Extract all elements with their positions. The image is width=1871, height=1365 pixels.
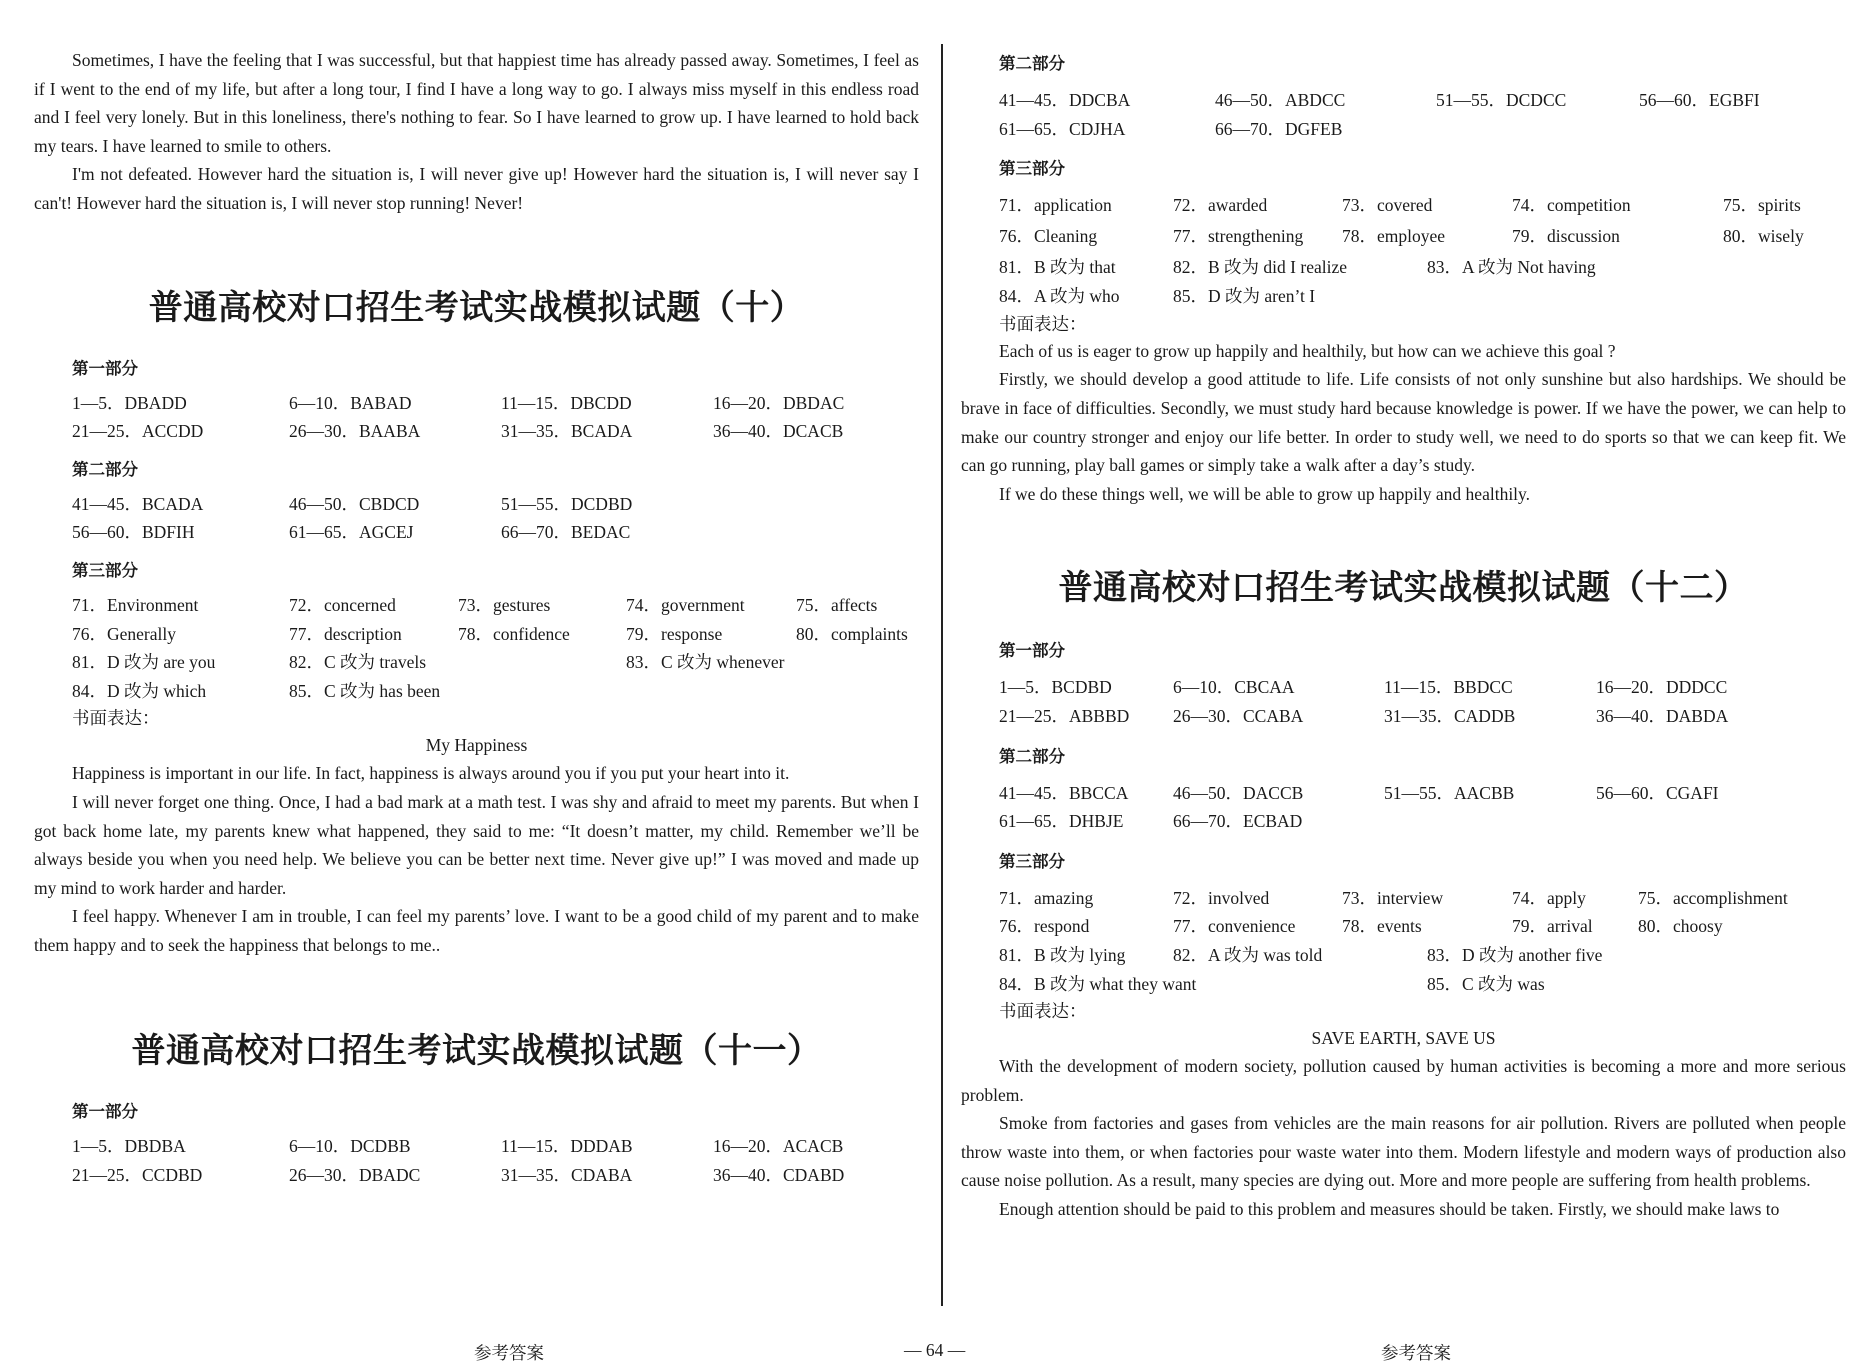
answer-item: 81．B 改为 lying — [999, 944, 1126, 965]
answer-item: 85．C 改为 has been — [289, 680, 441, 701]
answer-group: 46—50．DACCB — [1173, 782, 1304, 803]
answer-item: 85．D 改为 aren’t I — [1173, 286, 1316, 307]
answer-group: 21—25．CCDBD — [72, 1165, 203, 1186]
right-column — [961, 50, 1846, 1224]
answer-item: 80．complaints — [796, 623, 908, 644]
footer-right-label: 参考答案 — [1381, 1343, 1451, 1363]
answer-group: 46—50．ABDCC — [1215, 90, 1346, 110]
answer-group: 1—5．BCDBD — [999, 677, 1112, 698]
answer-item: 74．government — [626, 594, 745, 615]
answer-group: 26—30．BAABA — [289, 421, 421, 442]
answer-item: 85．C 改为 was — [1427, 973, 1545, 994]
exam-11-title: 普通高校对口招生考试实战模拟试题（十一） — [131, 1031, 822, 1072]
answer-item: 79．response — [626, 623, 723, 644]
answer-item: 71．amazing — [999, 887, 1094, 908]
exam-10-title: 普通高校对口招生考试实战模拟试题（十） — [148, 287, 805, 328]
answer-group: 11—15．DDDAB — [501, 1136, 633, 1157]
page-number: — 64 — — [904, 1340, 966, 1360]
answer-item: 73．covered — [1342, 195, 1433, 216]
answer-group: 41—45．BCADA — [72, 493, 204, 514]
paragraph: I will never forget one thing. Once, I had a bad mark at a math test. I was shy and afraid to meet my parents. But when I got back home late, my parents knew what happened, they said to me: “It doesn’t matter, my child. Remember we’ll be always beside you when you need help. We believe you can be better next time. Never give up!” I was moved and made up my mind to work harder and harder. — [34, 791, 919, 898]
answer-row — [961, 970, 1846, 999]
answer-row — [961, 115, 1846, 144]
answer-item: 76．Cleaning — [999, 226, 1098, 247]
answer-row — [961, 253, 1846, 282]
answer-item: 74．apply — [1512, 887, 1586, 908]
answer-row — [961, 941, 1846, 970]
answer-item: 72．involved — [1173, 887, 1270, 908]
answer-item: 76．respond — [999, 916, 1090, 937]
answer-row — [961, 282, 1846, 311]
answer-group: 51—55．DCDCC — [1436, 90, 1567, 110]
answer-group: 26—30．CCABA — [1173, 705, 1304, 726]
paragraph: With the development of modern society, pollution caused by human activities is becoming a more and more serious problem. — [961, 1056, 1846, 1105]
answer-item: 77．strengthening — [1173, 226, 1304, 247]
answer-item: 82．B 改为 did I realize — [1173, 257, 1347, 278]
answer-item: 71．Environment — [72, 594, 199, 615]
answer-row — [961, 222, 1846, 253]
answer-item: 79．arrival — [1512, 916, 1593, 937]
exam-12-part-2-label: 第二部分 — [999, 746, 1065, 766]
answer-group: 11—15．BBDCC — [1384, 677, 1513, 698]
answer-row — [34, 591, 919, 620]
answer-item: 72．awarded — [1173, 195, 1268, 216]
answer-item: 78．employee — [1342, 226, 1446, 247]
answer-item: 74．competition — [1512, 195, 1631, 216]
paragraph: I'm not defeated. However hard the situation is, I will never give up! However hard the situation is, I will never say I can't! However hard the situation is, I will never stop running! Never! — [34, 164, 919, 213]
answer-group: 31—35．BCADA — [501, 421, 633, 442]
writing-label: 书面表达： — [999, 313, 1087, 334]
exam-11-part-3-label: 第三部分 — [999, 159, 1065, 179]
answer-row — [961, 807, 1846, 836]
paragraph: Each of us is eager to grow up happily and healthily, but how can we achieve this goal ? — [999, 340, 1616, 361]
answer-item: 81．D 改为 are you — [72, 652, 216, 673]
exam-10-part-2-label: 第二部分 — [72, 459, 138, 479]
writing-label: 书面表达： — [72, 708, 160, 729]
answer-item: 71．application — [999, 195, 1112, 216]
answer-row — [34, 620, 919, 649]
answer-item: 82．A 改为 was told — [1173, 944, 1323, 965]
answer-group: 21—25．ACCDD — [72, 421, 204, 442]
answer-group: 41—45．DDCBA — [999, 90, 1131, 110]
paragraph: I feel happy. Whenever I am in trouble, I can feel my parents’ love. I want to be a good child of my parent and to make them happy and to seek the happiness that belongs to me.. — [34, 906, 919, 955]
answer-group: 56—60．CGAFI — [1596, 782, 1719, 803]
writing-label: 书面表达： — [999, 1001, 1087, 1022]
answer-item: 77．description — [289, 623, 402, 644]
answer-item: 82．C 改为 travels — [289, 652, 427, 673]
answer-item: 77．convenience — [1173, 916, 1296, 937]
answer-row — [961, 673, 1846, 702]
answer-item: 75．accomplishment — [1638, 887, 1788, 908]
exam-12-part-1-label: 第一部分 — [999, 641, 1065, 661]
answer-group: 16—20．ACACB — [713, 1136, 844, 1157]
answer-item: 84．A 改为 who — [999, 286, 1120, 307]
answer-item: 84．B 改为 what they want — [999, 973, 1197, 994]
answer-row — [961, 779, 1846, 808]
paragraph: Happiness is important in our life. In fact, happiness is always around you if you put your heart into it. — [72, 763, 790, 784]
answer-row — [34, 417, 919, 446]
answer-item: 84．D 改为 which — [72, 680, 207, 701]
exam-10-part-3-label: 第三部分 — [72, 560, 138, 580]
intro-text — [34, 46, 919, 218]
answer-item: 83．C 改为 whenever — [626, 652, 785, 673]
answer-item: 76．Generally — [72, 623, 176, 644]
answer-row — [961, 884, 1846, 913]
answer-group: 36—40．DCACB — [713, 421, 844, 442]
exam-10-part-1-label: 第一部分 — [72, 358, 138, 378]
answer-group: 51—55．AACBB — [1384, 782, 1515, 803]
answer-row — [34, 490, 919, 519]
answer-group: 56—60．EGBFI — [1639, 90, 1760, 110]
answer-item: 73．interview — [1342, 887, 1444, 908]
answer-item: 78．events — [1342, 916, 1422, 937]
answer-item: 83．A 改为 Not having — [1427, 257, 1596, 278]
answer-row — [34, 518, 919, 547]
essay-title: SAVE EARTH, SAVE US — [1311, 1028, 1496, 1049]
answer-group: 36—40．CDABD — [713, 1165, 845, 1186]
answer-group: 31—35．CDABA — [501, 1165, 633, 1186]
answer-row — [34, 1132, 919, 1161]
answer-group: 41—45．BBCCA — [999, 782, 1129, 803]
paragraph: Smoke from factories and gases from vehicles are the main reasons for air pollution. Rivers are polluted when people throw waste into them, or when factories pour waste water into them. Modern lifestyle and modern ways of production also cause noise pollution. As a result, many species are dying out. More and more people are suffering from health problems. — [961, 1113, 1846, 1191]
answer-group: 16—20．DDDCC — [1596, 677, 1728, 698]
answer-group: 61—65．AGCEJ — [289, 522, 414, 543]
answer-group: 11—15．DBCDD — [501, 392, 632, 413]
paragraph: Enough attention should be paid to this problem and measures should be taken. Firstly, we should make laws to — [999, 1199, 1780, 1220]
paragraph: If we do these things well, we will be able to grow up happily and healthily. — [999, 483, 1531, 504]
left-column — [34, 46, 919, 1190]
answer-item: 80．wisely — [1723, 226, 1804, 247]
paragraph: Sometimes, I have the feeling that I was successful, but that happiest time has already passed away. Sometimes, I feel as if I went to the end of my life, but after a long tour, I find I have a long way to go. I always miss myself in this endless road and I feel very lonely. But in this loneliness, there's nothing to fear. So I have learned to grow up. I have learned to hold back my tears. I have learned to smile to others. — [34, 50, 919, 156]
answer-row — [961, 86, 1846, 115]
answer-group: 66—70．ECBAD — [1173, 811, 1303, 832]
answer-item: 75．affects — [796, 594, 878, 615]
exam-12-title: 普通高校对口招生考试实战模拟试题（十二） — [1058, 568, 1749, 609]
answer-row — [961, 912, 1846, 941]
answer-item: 75．spirits — [1723, 195, 1801, 216]
answer-group: 31—35．CADDB — [1384, 705, 1516, 726]
answer-row — [34, 677, 919, 706]
paragraph: Firstly, we should develop a good attitude to life. Life consists of not only sunshine but also hardships. We should be brave in face of difficulties. Secondly, we must study hard because knowledge is power. If we have the power, we can help to make our country stronger and enjoy our life better. In order to study well, we need to do sports so that we can keep fit. We can go running, play ball games or simply take a walk after a day’s study. — [961, 369, 1846, 476]
answer-group: 6—10．CBCAA — [1173, 677, 1295, 698]
column-divider — [941, 44, 943, 1306]
answer-row — [34, 1161, 919, 1190]
answer-group: 21—25．ABBBD — [999, 705, 1130, 726]
answer-group: 66—70．DGFEB — [1215, 118, 1343, 139]
answer-group: 61—65．CDJHA — [999, 118, 1126, 139]
answer-group: 16—20．DBDAC — [713, 392, 845, 413]
answer-row — [34, 648, 919, 677]
answer-group: 66—70．BEDAC — [501, 522, 631, 543]
answer-item: 72．concerned — [289, 594, 396, 615]
answer-row — [34, 389, 919, 418]
answer-group: 56—60．BDFIH — [72, 522, 195, 543]
answer-row — [961, 702, 1846, 731]
answer-group: 1—5．DBDBA — [72, 1136, 186, 1157]
answer-item: 73．gestures — [458, 594, 551, 615]
answer-group: 36—40．DABDA — [1596, 705, 1729, 726]
answer-group: 46—50．CBDCD — [289, 493, 420, 514]
answer-group: 26—30．DBADC — [289, 1165, 421, 1186]
exam-11-part-2-label: 第二部分 — [999, 54, 1065, 73]
answer-item: 78．confidence — [458, 623, 570, 644]
answer-item: 79．discussion — [1512, 226, 1620, 247]
footer-left-label: 参考答案 — [474, 1343, 544, 1363]
answer-item: 83．D 改为 another five — [1427, 944, 1603, 965]
exam-11-part-1-label: 第一部分 — [72, 1102, 138, 1122]
answer-group: 6—10．BABAD — [289, 392, 412, 413]
answer-group: 1—5．DBADD — [72, 392, 187, 413]
answer-group: 6—10．DCDBB — [289, 1136, 411, 1157]
answer-group: 61—65．DHBJE — [999, 811, 1124, 832]
exam-12-part-3-label: 第三部分 — [999, 851, 1065, 871]
answer-group: 51—55．DCDBD — [501, 493, 633, 514]
answer-item: 80．choosy — [1638, 916, 1723, 937]
answer-row — [961, 191, 1846, 222]
answer-item: 81．B 改为 that — [999, 257, 1116, 278]
essay-title: My Happiness — [425, 735, 528, 756]
